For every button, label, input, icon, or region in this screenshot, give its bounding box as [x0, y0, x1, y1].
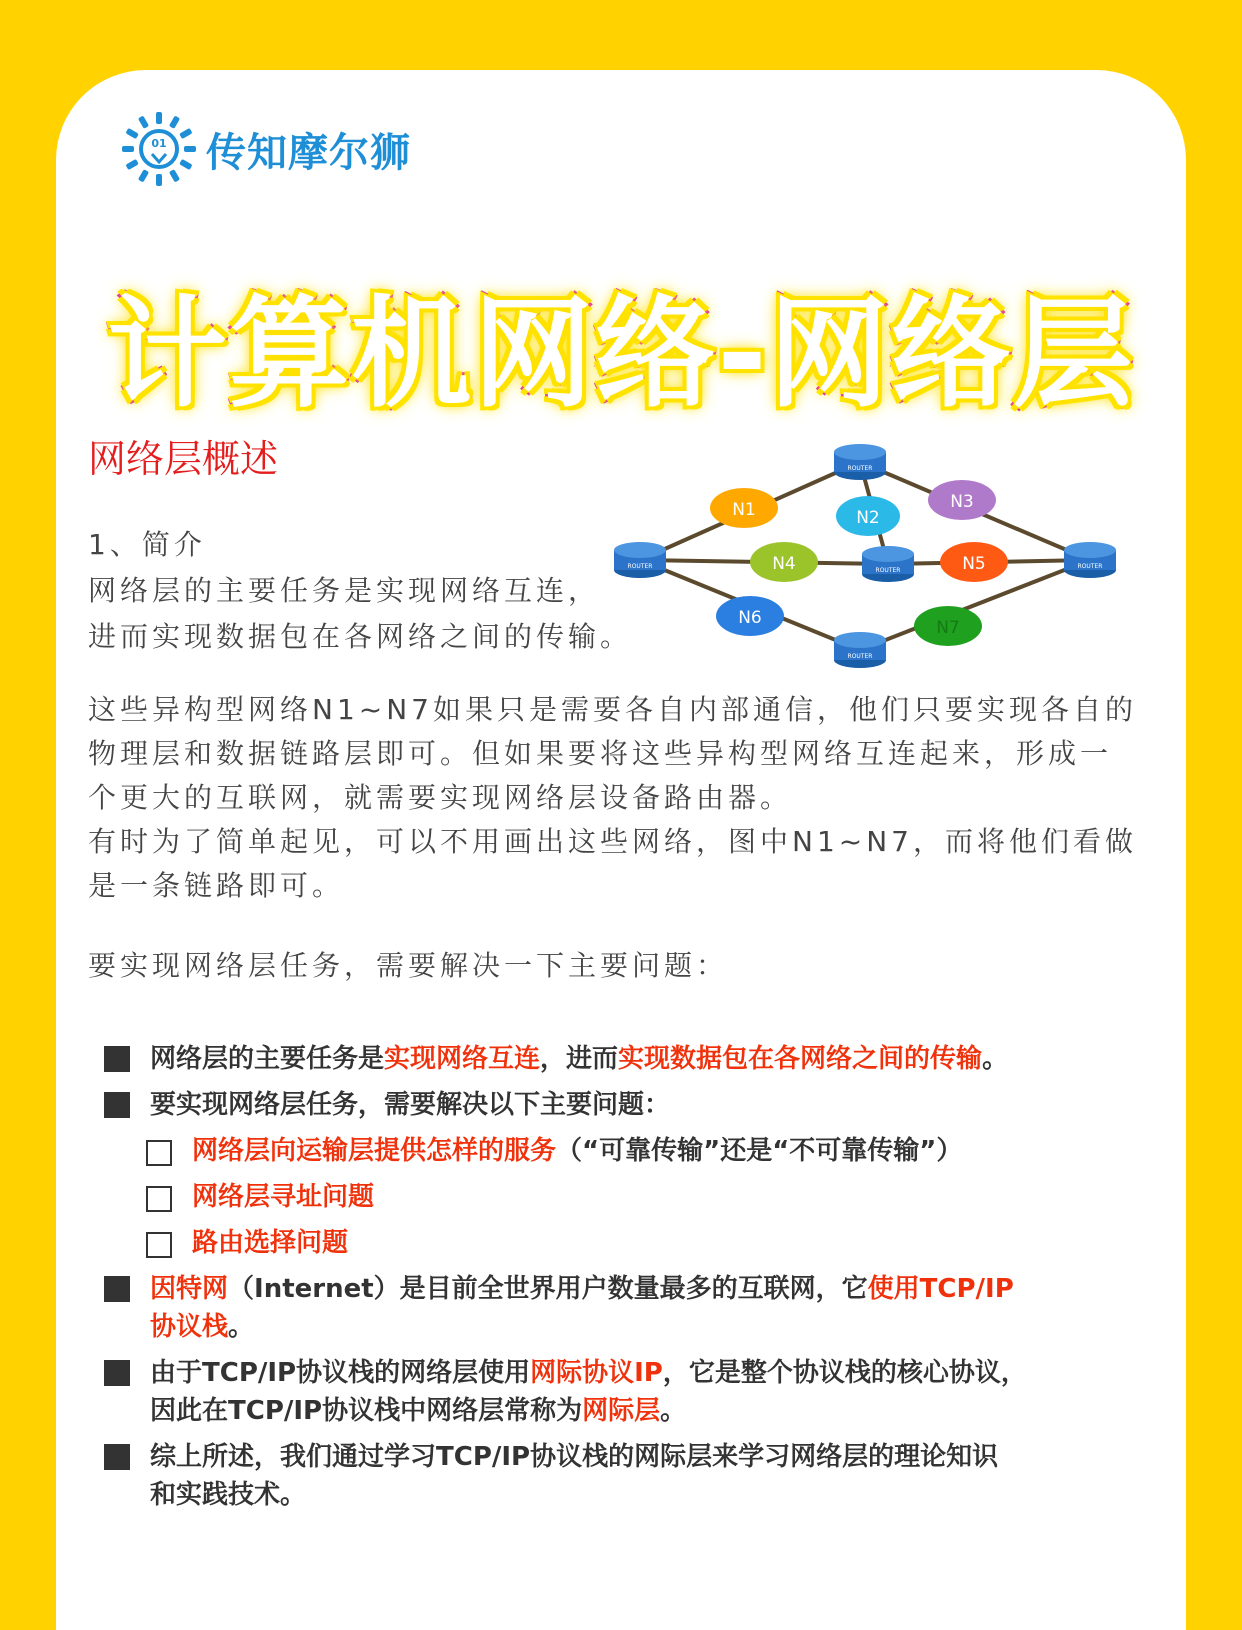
brand-name: 传知摩尔狮	[206, 129, 411, 176]
bullet-text: （“可靠传输”还是“不可靠传输”）	[556, 1136, 963, 1166]
checkbox-outline-icon	[146, 1232, 172, 1258]
router-label: ROUTER	[847, 465, 873, 472]
paragraph-line: 是一条链路即可。	[88, 869, 345, 902]
brand-logo	[120, 110, 411, 188]
bullet-item	[104, 1086, 1144, 1124]
square-bullet-icon	[104, 1092, 130, 1118]
bullet-text: 。	[228, 1312, 255, 1342]
bullet-text: ，进而	[540, 1044, 619, 1074]
logo-icon	[120, 110, 198, 188]
paragraph-tasks-intro	[88, 944, 1168, 988]
network-label: N2	[856, 508, 880, 528]
square-bullet-icon	[104, 1276, 130, 1302]
network-label: N1	[732, 500, 756, 520]
bullet-text: 和实践技术。	[150, 1480, 307, 1510]
highlight-text: 实现网络互连	[384, 1044, 541, 1074]
cloud-n1	[710, 488, 778, 528]
router-icon	[862, 546, 914, 582]
bullet-text: （Internet）是目前全世界用户数量最多的互联网，它	[228, 1274, 868, 1304]
section-title: 网络层概述	[88, 437, 279, 481]
bullet-text: 。	[982, 1044, 1009, 1074]
paragraph-line: 这些异构型网络N1~N7如果只是需要各自内部通信，他们只要实现各自的	[88, 693, 1137, 726]
highlight-text: 网际层	[582, 1396, 661, 1426]
router-icon	[614, 542, 666, 578]
cloud-n3	[928, 480, 996, 520]
sub-bullet-item	[104, 1224, 1144, 1262]
highlight-text: 网际协议IP	[530, 1358, 663, 1388]
paragraph-line: 有时为了简单起见，可以不用画出这些网络，图中N1~N7，而将他们看做	[88, 825, 1137, 858]
router-icon	[834, 632, 886, 668]
bullet-item	[104, 1270, 1144, 1346]
highlight-text: 路由选择问题	[192, 1228, 349, 1258]
bullet-item	[104, 1438, 1144, 1514]
highlight-text: 因特网	[150, 1274, 229, 1304]
bullet-item	[104, 1354, 1144, 1430]
square-bullet-icon	[104, 1046, 130, 1072]
highlight-text: 网络层向运输层提供怎样的服务	[192, 1136, 557, 1166]
network-label: N4	[772, 554, 796, 574]
network-label: N6	[738, 608, 762, 628]
intro-line: 进而实现数据包在各网络之间的传输。	[88, 620, 633, 653]
cloud-n6	[716, 596, 784, 636]
router-label: ROUTER	[875, 567, 901, 574]
router-label: ROUTER	[847, 653, 873, 660]
bullet-text: ，它是整个协议栈的核心协议，	[662, 1358, 1027, 1388]
bullet-text: 。	[660, 1396, 687, 1426]
bullet-text: 因此在TCP/IP协议栈中网络层常称为	[150, 1396, 583, 1426]
cloud-n7	[914, 606, 982, 646]
highlight-text: 实现数据包在各网络之间的传输	[618, 1044, 983, 1074]
router-label: ROUTER	[1077, 563, 1103, 570]
checkbox-outline-icon	[146, 1140, 172, 1166]
checkbox-outline-icon	[146, 1186, 172, 1212]
router-icon	[1064, 542, 1116, 578]
router-label: ROUTER	[627, 563, 653, 570]
highlight-text: 使用TCP/IP	[867, 1274, 1014, 1304]
intro-line: 网络层的主要任务是实现网络互连，	[88, 574, 601, 607]
network-label: N3	[950, 492, 974, 512]
cloud-n5	[940, 542, 1008, 582]
bullet-text: 由于TCP/IP协议栈的网络层使用	[150, 1358, 531, 1388]
sub-bullet-item	[104, 1132, 1144, 1170]
paragraph-line: 要实现网络层任务，需要解决一下主要问题：	[88, 949, 729, 982]
cloud-n4	[750, 542, 818, 582]
network-label: N5	[962, 554, 986, 574]
bullet-text: 网络层的主要任务是	[150, 1044, 385, 1074]
highlight-text: 协议栈	[150, 1312, 229, 1342]
square-bullet-icon	[104, 1360, 130, 1386]
paragraph-line: 物理层和数据链路层即可。但如果要将这些异构型网络互连起来，形成一	[88, 737, 1113, 770]
network-topology-diagram	[612, 440, 1172, 680]
cloud-n2	[836, 496, 900, 536]
bullet-text: 要实现网络层任务，需要解决以下主要问题：	[150, 1090, 671, 1120]
intro-block	[88, 522, 632, 660]
bullet-text: 综上所述，我们通过学习TCP/IP协议栈的网际层来学习网络层的理论知识	[150, 1442, 999, 1472]
summary-bullet-list	[104, 1040, 1144, 1522]
highlight-text: 网络层寻址问题	[192, 1182, 375, 1212]
sub-bullet-item	[104, 1178, 1144, 1216]
logo-icon-text: 01	[151, 137, 167, 150]
bullet-item	[104, 1040, 1144, 1078]
network-label: N7	[936, 618, 960, 638]
paragraph-line: 个更大的互联网，就需要实现网络层设备路由器。	[88, 781, 793, 814]
intro-heading: 1、简介	[88, 528, 206, 561]
square-bullet-icon	[104, 1444, 130, 1470]
page-title: 计算机网络-网络层	[107, 285, 1135, 424]
router-icon	[834, 444, 886, 480]
paragraph-heterogeneous-networks	[88, 688, 1168, 908]
